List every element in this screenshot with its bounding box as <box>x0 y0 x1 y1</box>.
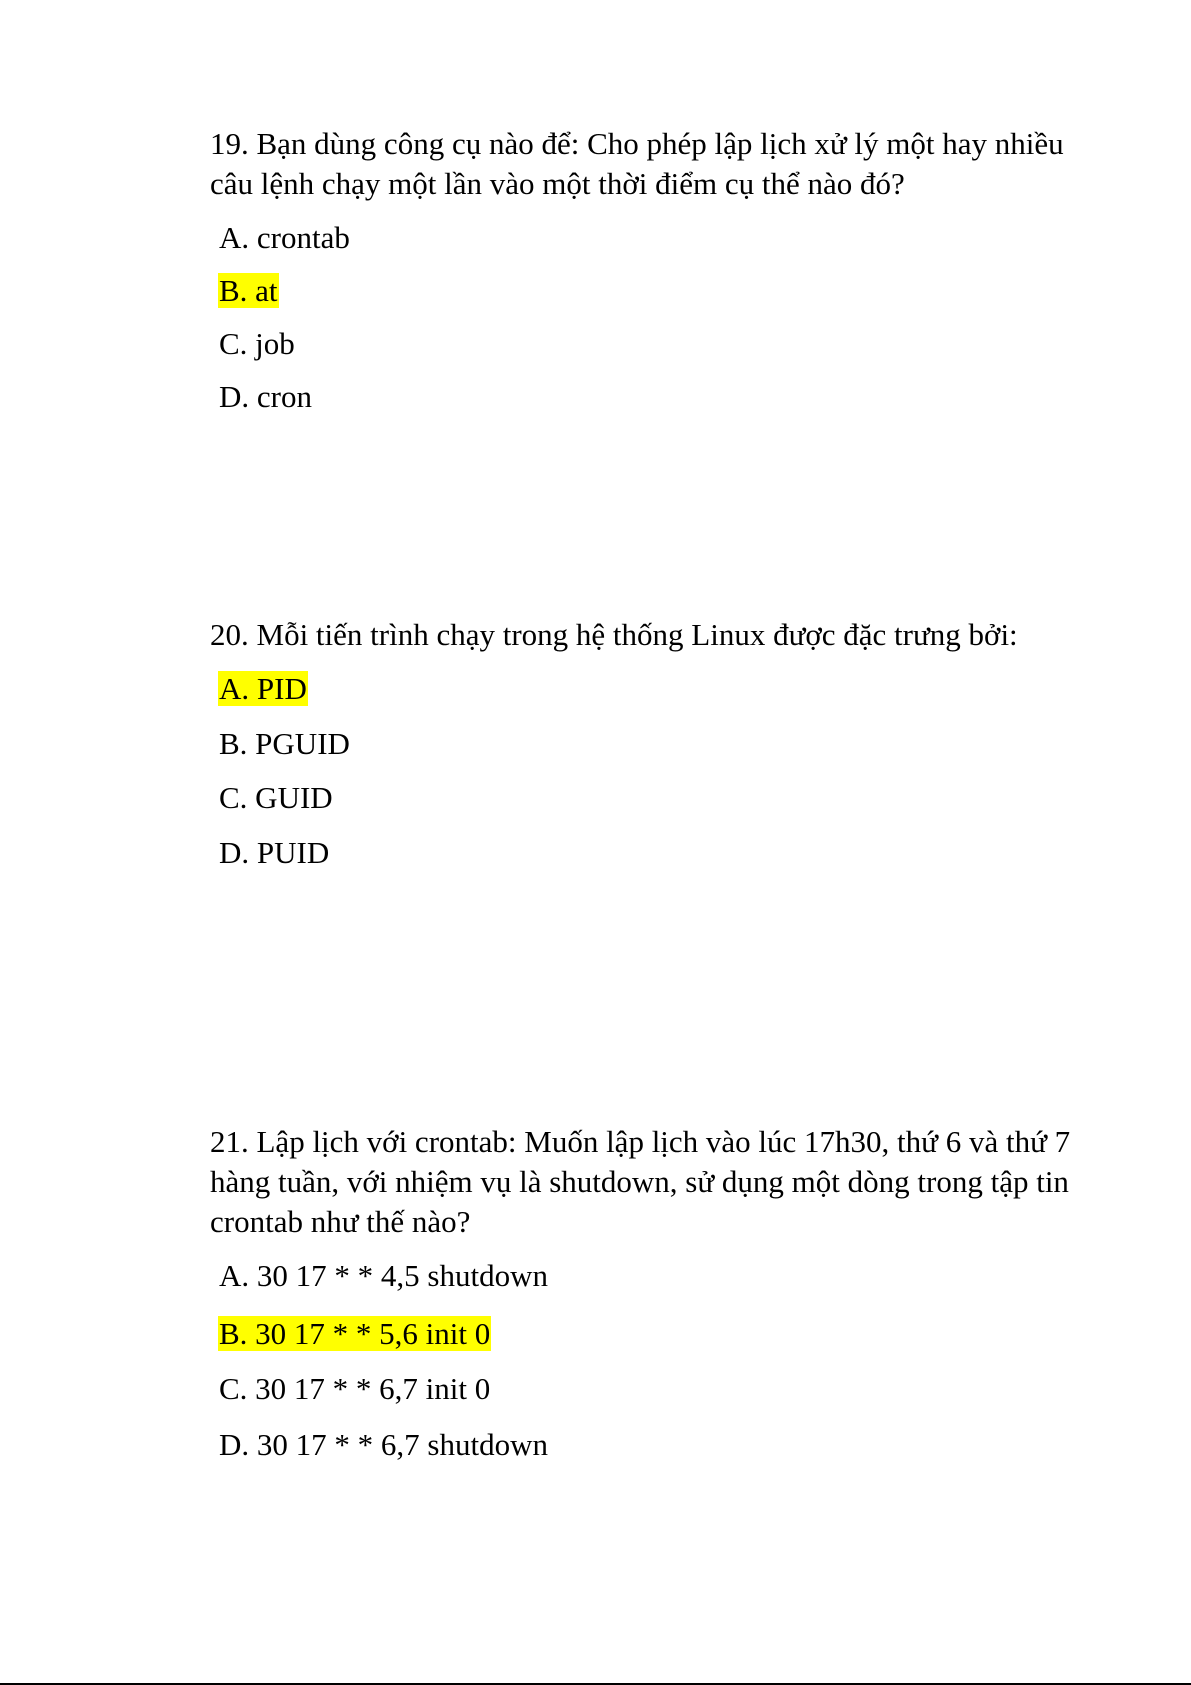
option-a[interactable]: A. crontab <box>219 220 350 255</box>
option-d[interactable]: D. cron <box>219 379 312 414</box>
option-c[interactable]: C. GUID <box>219 780 333 815</box>
option-d[interactable]: D. PUID <box>219 835 330 870</box>
question-text: 20. Mỗi tiến trình chạy trong hệ thống Linux được đặc trưng bởi: <box>210 617 1018 652</box>
option-c[interactable]: C. job <box>219 326 295 361</box>
question-text: 21. Lập lịch với crontab: Muốn lập lịch vào lúc 17h30, thứ 6 và thứ 7 hàng tuần, với nhiệm vụ là shutdown, sử dụng một dòng trong tập tin crontab như thế nào? <box>210 1124 1071 1239</box>
option-d[interactable]: D. 30 17 * * 6,7 shutdown <box>219 1427 548 1462</box>
question-19 <box>210 124 1090 414</box>
question-20 <box>210 615 1090 870</box>
question-21 <box>210 1122 1090 1462</box>
question-text: 19. Bạn dùng công cụ nào để: Cho phép lập lịch xử lý một hay nhiều câu lệnh chạy một lần vào một thời điểm cụ thể nào đó? <box>210 126 1064 201</box>
option-a-highlighted[interactable]: A. PID <box>219 671 307 706</box>
option-b-highlighted[interactable]: B. 30 17 * * 5,6 init 0 <box>219 1316 491 1351</box>
option-c[interactable]: C. 30 17 * * 6,7 init 0 <box>219 1371 491 1406</box>
option-b-highlighted[interactable]: B. at <box>219 273 278 308</box>
option-a[interactable]: A. 30 17 * * 4,5 shutdown <box>219 1258 548 1293</box>
option-b[interactable]: B. PGUID <box>219 726 350 761</box>
